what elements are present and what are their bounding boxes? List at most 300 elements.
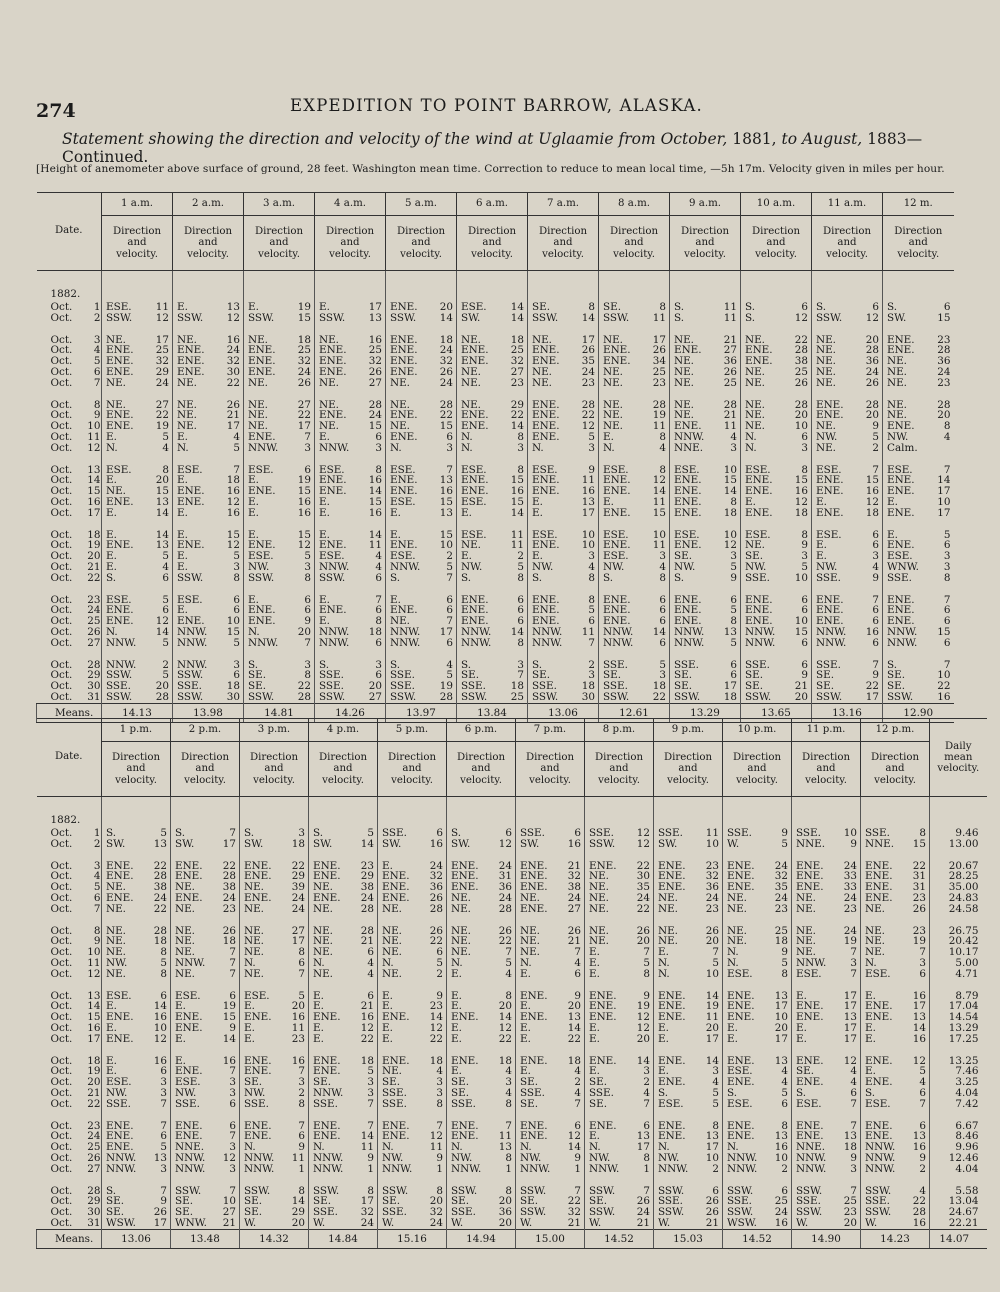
wind-velocity: 2	[446, 550, 453, 563]
wind-reading	[741, 562, 811, 572]
wind-velocity: 13	[155, 539, 169, 552]
wind-direction: N.	[177, 441, 189, 454]
hourly-mean: 13.65	[741, 703, 812, 722]
wind-reading	[812, 508, 882, 518]
wind-direction: NE.	[382, 902, 402, 915]
date-label	[51, 443, 102, 453]
date-cell	[37, 1099, 102, 1110]
wind-reading	[102, 313, 172, 323]
wind-cell	[792, 1110, 861, 1132]
wind-velocity: 8	[588, 301, 595, 313]
wind-direction: SSW.	[461, 690, 488, 703]
wind-velocity: 6	[375, 636, 382, 649]
wind-velocity: 6	[643, 1119, 650, 1132]
wind-velocity: 6	[801, 593, 808, 606]
wind-cell	[670, 638, 741, 649]
wind-velocity: 7	[436, 1119, 443, 1132]
wind-direction: SSE.	[382, 1097, 407, 1110]
wind-reading	[792, 1099, 860, 1109]
empty-cell	[516, 797, 585, 829]
wind-direction: ENE.	[532, 355, 560, 368]
wind-velocity: 6	[233, 604, 240, 617]
wind-direction: SE.	[520, 1097, 539, 1110]
wind-direction: NE.	[674, 365, 694, 378]
wind-reading	[861, 1034, 929, 1044]
wind-velocity: 3	[298, 827, 305, 839]
wind-reading	[741, 486, 811, 496]
wind-reading	[457, 443, 527, 453]
wind-direction: ENE.	[177, 344, 205, 357]
wind-reading	[528, 497, 598, 507]
wind-direction: NE.	[887, 365, 907, 378]
wind-direction: E.	[451, 1021, 462, 1034]
wind-cell	[654, 969, 723, 980]
wind-direction: SE.	[451, 1076, 470, 1089]
wind-velocity: 23	[705, 859, 719, 872]
wind-velocity: 23	[912, 924, 926, 937]
wind-cell	[670, 443, 741, 454]
wind-direction: E.	[382, 1032, 393, 1045]
wind-velocity: 12	[636, 1011, 650, 1024]
wind-velocity: 36	[429, 881, 443, 894]
hourly-mean: 12.61	[599, 703, 670, 722]
wind-velocity: 22	[222, 859, 236, 872]
wind-cell	[741, 454, 812, 476]
wind-direction: NE.	[106, 333, 126, 346]
wind-cell	[102, 1110, 171, 1132]
wind-direction: ENE.	[520, 1119, 548, 1132]
hourly-mean: 13.84	[457, 703, 528, 722]
wind-cell	[457, 649, 528, 671]
wind-velocity: 31	[498, 870, 512, 883]
wind-velocity: 31	[912, 870, 926, 883]
date-day: 10	[87, 420, 101, 433]
wind-direction: SSW.	[319, 311, 346, 324]
dv-label: velocity.	[253, 774, 295, 786]
wind-direction: ENE.	[658, 989, 686, 1002]
wind-direction: NE.	[865, 924, 885, 937]
wind-velocity: 18	[774, 935, 788, 948]
wind-reading	[457, 551, 527, 561]
wind-velocity: 5	[298, 989, 305, 1002]
wind-reading	[585, 893, 653, 903]
wind-reading	[670, 616, 740, 626]
wind-cell	[447, 1218, 516, 1229]
wind-velocity: 9	[801, 539, 808, 552]
wind-direction: SE.	[674, 669, 693, 682]
wind-direction: W.	[382, 1216, 395, 1229]
wind-reading	[654, 1023, 722, 1033]
means-row	[37, 1229, 987, 1248]
wind-cell	[812, 313, 883, 324]
wind-reading	[244, 486, 314, 496]
wind-velocity: 7	[943, 463, 951, 476]
date-label	[51, 1207, 102, 1217]
wind-cell	[315, 508, 386, 519]
dv-label: and	[766, 237, 786, 249]
dv-label: velocity.	[897, 248, 940, 260]
table-title	[62, 130, 1000, 166]
hour-header: 10 p.m.	[723, 719, 792, 742]
date-month: Oct.	[50, 485, 73, 498]
wind-direction: NE.	[313, 935, 333, 948]
wind-velocity: 3	[233, 560, 240, 573]
wind-reading	[516, 904, 584, 914]
wind-direction: ENE.	[382, 1011, 410, 1024]
wind-velocity: 14	[567, 1021, 581, 1034]
wind-direction: SW.	[887, 311, 907, 324]
wind-reading	[883, 681, 954, 691]
wind-velocity: 3	[872, 550, 879, 563]
wind-velocity: 4	[367, 967, 374, 980]
wind-direction: NNW.	[816, 625, 847, 638]
wind-reading	[171, 904, 239, 914]
wind-velocity: 7	[872, 593, 879, 606]
empty-cell	[812, 271, 883, 303]
wind-reading	[723, 893, 791, 903]
wind-direction: E.	[106, 430, 117, 443]
wind-velocity: 22	[297, 409, 311, 422]
wind-cell	[171, 1045, 240, 1067]
wind-velocity: 8	[943, 420, 951, 433]
wind-velocity: 11	[291, 1021, 305, 1034]
wind-velocity: 26	[429, 924, 443, 937]
wind-reading	[240, 958, 308, 968]
wind-direction: ENE.	[532, 430, 560, 443]
wind-velocity: 28	[368, 398, 382, 411]
wind-direction: NE.	[244, 935, 264, 948]
date-cell	[37, 904, 102, 915]
wind-direction: ENE.	[390, 474, 418, 487]
wind-direction: SE.	[674, 550, 693, 563]
wind-velocity: 6	[781, 1184, 788, 1197]
wind-direction: ENE.	[589, 859, 617, 872]
wind-direction: SE.	[887, 680, 906, 693]
wind-reading	[585, 958, 653, 968]
wind-cell	[315, 389, 386, 411]
wind-direction: ENE.	[674, 485, 702, 498]
date-month: Oct.	[50, 1184, 73, 1197]
wind-velocity: 3	[919, 956, 926, 969]
wind-direction: ENE.	[390, 604, 418, 617]
wind-velocity: 7	[298, 1065, 305, 1078]
wind-direction: SSW.	[244, 1184, 271, 1197]
wind-direction: NE.	[674, 409, 694, 422]
wind-velocity: 25	[510, 690, 524, 703]
wind-reading	[861, 1142, 929, 1152]
wind-direction: ENE.	[887, 474, 915, 487]
dv-label: and	[540, 763, 560, 775]
date-month: Oct.	[50, 669, 73, 682]
wind-cell	[378, 1164, 447, 1175]
wind-direction: NE.	[727, 902, 747, 915]
wind-direction: E.	[461, 550, 472, 563]
wind-direction: ENE.	[520, 870, 548, 883]
wind-velocity: 16	[581, 485, 595, 498]
wind-reading	[670, 551, 740, 561]
wind-velocity: 11	[652, 420, 666, 433]
dv-label: and	[471, 763, 491, 775]
wind-velocity: 22	[567, 1195, 581, 1208]
direction-velocity-header	[670, 216, 741, 271]
wind-velocity: 26	[498, 924, 512, 937]
wind-direction: S.	[658, 1086, 669, 1099]
wind-cell	[102, 980, 171, 1002]
wind-direction: E.	[589, 967, 600, 980]
wind-reading	[386, 378, 456, 388]
wind-reading	[173, 497, 243, 507]
hourly-mean: 13.06	[102, 1229, 171, 1248]
wind-direction: SSE.	[816, 571, 841, 584]
wind-cell	[599, 692, 670, 703]
wind-direction: ESE.	[248, 550, 274, 563]
wind-direction: NE.	[175, 924, 195, 937]
wind-velocity: 8	[304, 669, 311, 682]
wind-velocity: 7	[850, 967, 857, 980]
wind-velocity: 3	[801, 550, 808, 563]
wind-reading	[315, 497, 385, 507]
wind-velocity: 16	[439, 485, 453, 498]
wind-reading	[654, 1153, 722, 1163]
wind-velocity: 25	[510, 344, 524, 357]
wind-direction: ENE.	[106, 420, 134, 433]
wind-direction: NE.	[745, 398, 765, 411]
date-label	[51, 378, 102, 388]
wind-velocity: 6	[872, 615, 879, 628]
wind-cell	[171, 1110, 240, 1132]
date-cell	[37, 313, 102, 324]
wind-direction: ENE.	[313, 870, 341, 883]
wind-direction: ENE.	[674, 539, 702, 552]
wind-velocity: 21	[360, 1000, 374, 1013]
wind-cell	[670, 573, 741, 584]
wind-velocity: 8	[505, 1097, 512, 1110]
wind-reading	[244, 562, 314, 572]
date-day: 17	[87, 1032, 101, 1045]
wind-direction: SSW.	[382, 1184, 409, 1197]
date-month: Oct.	[50, 1054, 73, 1067]
wind-direction: SE.	[244, 1076, 263, 1089]
wind-direction: ESE.	[390, 550, 416, 563]
wind-cell	[741, 692, 812, 703]
wind-velocity: 13	[581, 495, 595, 508]
wind-cell	[861, 980, 930, 1002]
direction-velocity-header	[447, 742, 516, 797]
wind-reading	[516, 969, 584, 979]
wind-direction: SE.	[520, 1076, 539, 1089]
wind-direction: E.	[177, 604, 188, 617]
wind-velocity: 3	[304, 658, 311, 671]
wind-direction: ENE.	[603, 615, 631, 628]
wind-velocity: 5	[943, 528, 951, 541]
wind-velocity: 20	[865, 333, 879, 346]
wind-direction: SSW.	[106, 311, 133, 324]
wind-reading	[447, 904, 515, 914]
wind-velocity: 20	[636, 935, 650, 948]
wind-direction: SSW.	[727, 1184, 754, 1197]
wind-direction: ENE.	[106, 604, 134, 617]
date-label	[51, 828, 102, 838]
wind-direction: ENE.	[674, 420, 702, 433]
wind-direction: ENE.	[816, 485, 844, 498]
wind-velocity: 4	[446, 658, 453, 671]
wind-reading	[516, 1034, 584, 1044]
hour-header: 3 a.m.	[244, 193, 315, 216]
wind-reading	[723, 1164, 791, 1174]
wind-direction: SSW.	[589, 837, 616, 850]
wind-velocity: 6	[505, 827, 512, 839]
wind-reading	[723, 1034, 791, 1044]
wind-direction: E.	[177, 560, 188, 573]
wind-direction: SSW.	[816, 690, 843, 703]
wind-reading	[378, 839, 446, 849]
wind-direction: ENE.	[390, 365, 418, 378]
wind-velocity: 6	[160, 1065, 167, 1078]
wind-direction: E.	[451, 1000, 462, 1013]
date-label	[51, 969, 102, 979]
wind-direction: SSE.	[745, 571, 770, 584]
wind-reading	[670, 302, 740, 312]
wind-velocity: 14	[510, 625, 524, 638]
wind-velocity: 17	[155, 333, 169, 346]
wind-direction: E.	[532, 506, 543, 519]
wind-velocity: 18	[368, 625, 382, 638]
wind-velocity: 25	[297, 344, 311, 357]
daily-mean-value: 7.46	[930, 1066, 987, 1077]
date-label	[51, 1142, 102, 1152]
empty-cell	[723, 797, 792, 829]
wind-velocity: 2	[517, 550, 524, 563]
wind-reading	[861, 1012, 929, 1022]
wind-direction: SE.	[451, 1195, 470, 1208]
wind-direction: ESE.	[532, 528, 558, 541]
wind-cell	[386, 378, 457, 389]
wind-cell	[244, 454, 315, 476]
hourly-mean: 13.97	[386, 703, 457, 722]
wind-direction: S.	[248, 658, 259, 671]
wind-direction: NE.	[745, 365, 765, 378]
wind-velocity: 6	[375, 430, 382, 443]
wind-reading	[723, 904, 791, 914]
wind-reading	[102, 508, 172, 518]
page-number: 274	[36, 100, 76, 122]
dv-label: Direction	[525, 752, 575, 764]
wind-cell	[670, 389, 741, 411]
wind-direction: ENE.	[106, 870, 134, 883]
wind-direction: ENE.	[658, 859, 686, 872]
wind-cell	[171, 969, 240, 980]
wind-direction: SE.	[745, 680, 764, 693]
wind-direction: ENE.	[106, 539, 134, 552]
wind-direction: N.	[727, 946, 739, 959]
wind-cell	[861, 904, 930, 915]
wind-velocity: 15	[865, 474, 879, 487]
wind-velocity: 24	[429, 859, 443, 872]
wind-reading	[378, 958, 446, 968]
wind-reading	[516, 1207, 584, 1217]
date-month: Oct.	[50, 301, 73, 313]
empty-cell	[670, 271, 741, 303]
wind-direction: SSW.	[390, 311, 417, 324]
empty-cell	[309, 797, 378, 829]
wind-direction: W.	[727, 837, 740, 850]
date-month: Oct.	[50, 495, 73, 508]
wind-velocity: 28	[652, 398, 666, 411]
wind-cell	[378, 1175, 447, 1197]
wind-velocity: 18	[226, 474, 240, 487]
wind-direction: SSE.	[175, 1097, 200, 1110]
wind-cell	[378, 1099, 447, 1110]
wind-direction: NE.	[106, 935, 126, 948]
wind-reading	[812, 367, 882, 377]
wind-velocity: 5	[160, 1141, 167, 1154]
wind-cell	[457, 573, 528, 584]
wind-reading	[741, 313, 811, 323]
direction-velocity-header	[309, 742, 378, 797]
wind-direction: NNW.	[532, 636, 563, 649]
wind-velocity: 6	[367, 946, 374, 959]
wind-direction: NNW.	[175, 1151, 206, 1164]
wind-velocity: 32	[360, 1206, 374, 1219]
wind-cell	[670, 692, 741, 703]
wind-cell	[378, 1045, 447, 1067]
wind-velocity: 23	[510, 376, 524, 389]
wind-direction: ENE.	[382, 891, 410, 904]
wind-direction: ENE.	[589, 1000, 617, 1013]
wind-reading	[654, 1164, 722, 1174]
direction-velocity-header	[378, 742, 447, 797]
wind-reading	[812, 627, 882, 637]
wind-cell	[792, 1034, 861, 1045]
wind-direction: NNW.	[865, 1162, 896, 1175]
wind-velocity: 14	[291, 1195, 305, 1208]
hourly-mean: 14.32	[240, 1229, 309, 1248]
wind-direction: WNW.	[175, 1216, 207, 1229]
wind-velocity: 4	[574, 1086, 581, 1099]
wind-cell	[386, 443, 457, 454]
wind-velocity: 19	[297, 301, 311, 313]
wind-velocity: 13	[774, 989, 788, 1002]
wind-velocity: 5	[781, 1086, 788, 1099]
wind-cell	[171, 1218, 240, 1229]
wind-velocity: 3	[160, 1086, 167, 1099]
wind-reading	[812, 681, 882, 691]
wind-direction: NNE.	[175, 1141, 205, 1154]
wind-direction: NE.	[816, 333, 836, 346]
wind-velocity: 9	[160, 1195, 167, 1208]
wind-velocity: 20	[774, 1021, 788, 1034]
wind-direction: NE.	[816, 441, 836, 454]
wind-reading	[309, 969, 377, 979]
wind-reading	[599, 486, 669, 496]
wind-reading	[244, 638, 314, 648]
dv-label: and	[264, 763, 284, 775]
wind-direction: NE.	[313, 881, 333, 894]
wind-velocity: 4	[850, 1065, 857, 1078]
wind-cell	[516, 1034, 585, 1045]
wind-velocity: 12	[865, 311, 879, 324]
wind-direction: NNW.	[313, 1162, 344, 1175]
wind-direction: ENE.	[887, 506, 915, 519]
date-day: 23	[87, 1119, 101, 1132]
wind-direction: NE.	[248, 398, 268, 411]
wind-direction: ENE.	[106, 1011, 134, 1024]
wind-velocity: 3	[160, 1076, 167, 1089]
wind-reading	[171, 839, 239, 849]
wind-velocity: 26	[865, 376, 879, 389]
wind-direction: SE.	[796, 1065, 815, 1078]
wind-velocity: 16	[153, 1054, 167, 1067]
